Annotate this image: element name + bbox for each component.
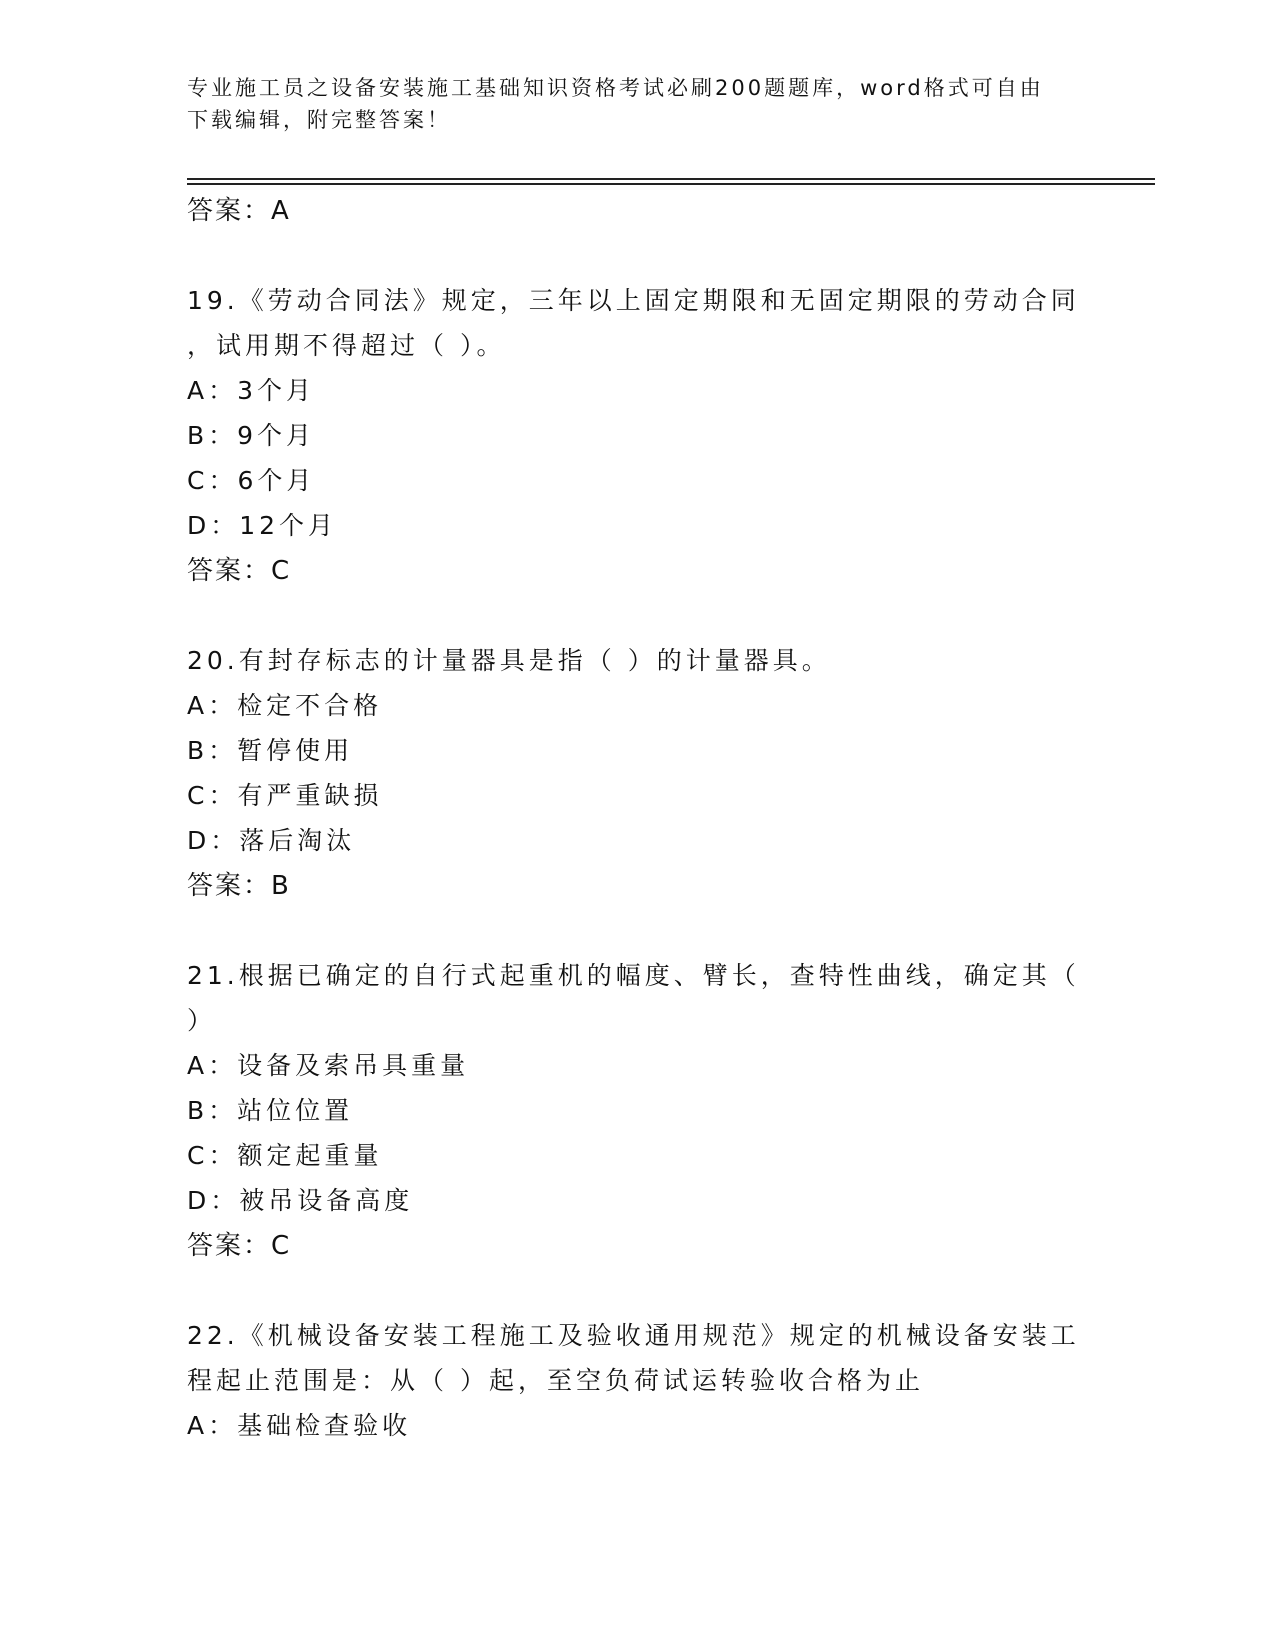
option-d: D：落后淘汰 xyxy=(187,826,356,855)
question-text-line: 21.根据已确定的自行式起重机的幅度、臂长，查特性曲线，确定其（ xyxy=(187,961,1080,990)
document-header xyxy=(187,72,1067,136)
question-19 xyxy=(187,278,1087,594)
question-21 xyxy=(187,953,1087,1269)
spacer xyxy=(187,1269,1087,1313)
question-20 xyxy=(187,638,1087,909)
option-a: A：设备及索吊具重量 xyxy=(187,1051,470,1080)
question-text-line: 20.有封存标志的计量器具是指（ ）的计量器具。 xyxy=(187,646,831,675)
option-a: A：检定不合格 xyxy=(187,691,383,720)
question-text-line: ，试用期不得超过（ ）。 xyxy=(187,331,506,360)
option-c: C：有严重缺损 xyxy=(187,781,383,810)
question-text-line: 19.《劳动合同法》规定，三年以上固定期限和无固定期限的劳动合同 xyxy=(187,286,1080,315)
previous-answer: 答案：A xyxy=(187,196,291,226)
option-a: A：基础检查验收 xyxy=(187,1411,412,1440)
header-divider-bottom xyxy=(187,183,1155,185)
question-list xyxy=(187,188,1087,1448)
answer: 答案：B xyxy=(187,871,291,901)
question-text-line: 程起止范围是：从（ ）起，至空负荷试运转验收合格为止 xyxy=(187,1366,924,1395)
option-b: B：站位位置 xyxy=(187,1096,354,1125)
spacer xyxy=(187,909,1087,953)
option-b: B：9个月 xyxy=(187,421,316,450)
option-b: B：暂停使用 xyxy=(187,736,354,765)
option-d: D：12个月 xyxy=(187,511,338,540)
spacer xyxy=(187,234,1087,278)
header-title-line-2: 下载编辑，附完整答案！ xyxy=(187,108,451,132)
option-c: C：额定起重量 xyxy=(187,1141,383,1170)
question-text-line: 22.《机械设备安装工程施工及验收通用规范》规定的机械设备安装工 xyxy=(187,1321,1080,1350)
answer: 答案：C xyxy=(187,1231,292,1261)
header-title-line-1: 专业施工员之设备安装施工基础知识资格考试必刷200题题库，word格式可自由 xyxy=(187,76,1044,100)
option-c: C：6个月 xyxy=(187,466,316,495)
question-22 xyxy=(187,1313,1087,1448)
header-divider-top xyxy=(187,178,1155,180)
answer: 答案：C xyxy=(187,556,292,586)
option-d: D：被吊设备高度 xyxy=(187,1186,414,1215)
option-a: A：3个月 xyxy=(187,376,316,405)
spacer xyxy=(187,594,1087,638)
question-text-line: ） xyxy=(187,1006,217,1035)
